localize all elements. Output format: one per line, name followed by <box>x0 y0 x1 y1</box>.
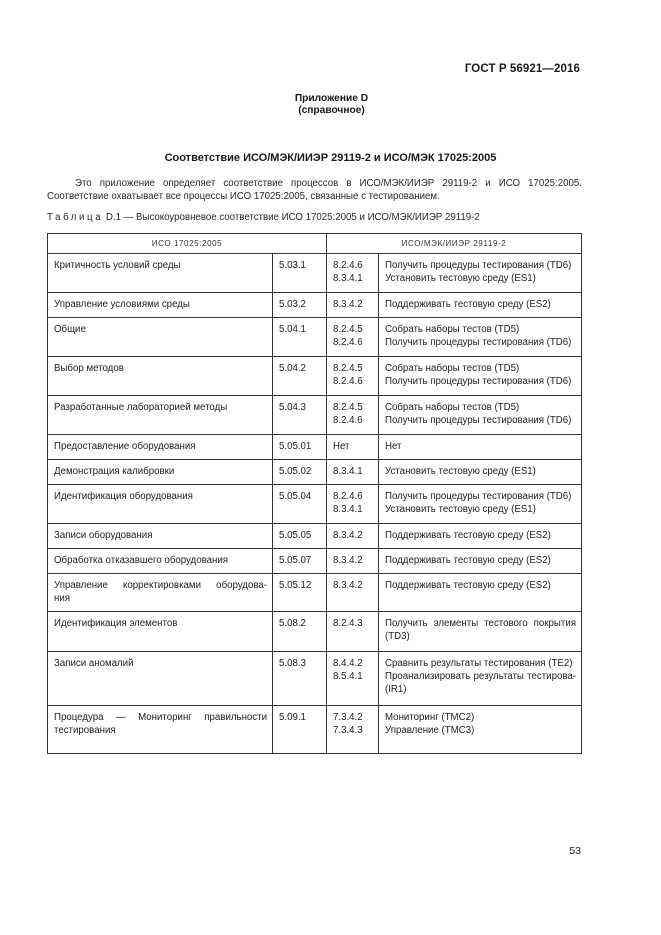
table-body <box>48 254 582 754</box>
section-heading: Соответствие ИСО/МЭК/ИИЭР 29119-2 и ИСО/МЭК 17025:2005 <box>164 152 497 164</box>
iso-code: 7.3.4.2 <box>333 712 363 723</box>
cell-iso-codes <box>327 549 379 574</box>
cell-iso-codes <box>327 706 379 754</box>
requirement-line: ния <box>54 593 71 604</box>
requirement-line: Управление корректировками оборудова- <box>54 580 267 591</box>
cell-processes <box>379 254 582 293</box>
cell-processes <box>379 706 582 754</box>
process-line: Проанализировать результаты тестирова- <box>385 671 576 682</box>
iso-code: 8.3.4.1 <box>333 273 363 284</box>
iso-code: 8.2.4.6 <box>333 491 363 502</box>
iso-code: 8.3.4.1 <box>333 504 363 515</box>
cell-requirement <box>48 254 273 293</box>
cell-processes <box>379 357 582 396</box>
correspondence-table <box>47 233 582 754</box>
requirement-text: Обработка отказавшего оборудования <box>54 555 229 566</box>
cell-requirement <box>48 318 273 357</box>
iso-code: 8.2.4.6 <box>333 415 363 426</box>
cell-iso-codes <box>327 524 379 549</box>
cell-iso-codes <box>327 485 379 524</box>
cell-requirement <box>48 460 273 485</box>
requirement-text: Демонстрация калибровки <box>54 466 175 477</box>
cell-requirement <box>48 485 273 524</box>
table-row <box>48 460 582 485</box>
table-caption <box>47 212 480 223</box>
annex-title: Приложение D <box>294 93 369 104</box>
process-item: Установить тестовую среду (ES1) <box>385 466 536 477</box>
process-item: Установить тестовую среду (ES1) <box>385 504 536 515</box>
iso-code: 8.2.4.6 <box>333 376 363 387</box>
process-item: Собрать наборы тестов (TD5) <box>385 402 520 413</box>
iso-code: 8.5.4.1 <box>333 671 363 682</box>
cell-iso-codes <box>327 612 379 652</box>
process-item: Поддерживать тестовую среду (ES2) <box>385 580 551 591</box>
table-row <box>48 652 582 706</box>
table-row <box>48 612 582 652</box>
iso-code: 8.3.4.2 <box>333 555 363 566</box>
process-item: Управление (TMC3) <box>385 725 475 736</box>
table-row <box>48 254 582 293</box>
cell-iso-codes <box>327 396 379 435</box>
cell-clause: 5.04.3 <box>273 396 327 435</box>
cell-clause: 5.05.04 <box>273 485 327 524</box>
cell-iso-codes <box>327 254 379 293</box>
requirement-line: тестирования <box>54 725 116 736</box>
cell-requirement <box>48 396 273 435</box>
process-item: Получить процедуры тестирования (TD6) <box>385 415 572 426</box>
cell-clause: 5.04.2 <box>273 357 327 396</box>
requirement-text: Управление условиями среды <box>54 299 190 310</box>
iso-code: 8.3.4.2 <box>333 530 363 541</box>
table-row <box>48 396 582 435</box>
cell-iso-codes <box>327 435 379 460</box>
annex-block <box>0 93 661 117</box>
cell-clause: 5.08.2 <box>273 612 327 652</box>
cell-iso-codes <box>327 652 379 706</box>
cell-clause: 5.03.2 <box>273 293 327 318</box>
cell-clause: 5.04.1 <box>273 318 327 357</box>
requirement-text: Идентификация оборудования <box>54 491 193 502</box>
cell-clause: 5.05.01 <box>273 435 327 460</box>
iso-code: 8.2.4.5 <box>333 363 363 374</box>
requirement-text: Выбор методов <box>54 363 124 374</box>
requirement-text: Разработанные лабораторией методы <box>54 402 228 413</box>
iso-code: 7.3.4.3 <box>333 725 363 736</box>
table-row <box>48 318 582 357</box>
cell-clause: 5.05.05 <box>273 524 327 549</box>
requirement-text: Предоставление оборудования <box>54 441 196 452</box>
cell-clause: 5.05.02 <box>273 460 327 485</box>
process-item: Мониторинг (TMC2) <box>385 712 475 723</box>
process-item: Получить процедуры тестирования (TD6) <box>385 376 572 387</box>
requirement-text: Записи оборудования <box>54 530 153 541</box>
cell-requirement <box>48 524 273 549</box>
process-item: Собрать наборы тестов (TD5) <box>385 363 520 374</box>
cell-clause: 5.09.1 <box>273 706 327 754</box>
cell-iso-codes <box>327 574 379 612</box>
cell-processes <box>379 435 582 460</box>
annex-subtitle: (справочное) <box>298 105 365 116</box>
requirement-line: Процедура — Мониторинг правильности <box>54 712 267 723</box>
process-item: Получить процедуры тестирования (TD6) <box>385 337 572 348</box>
cell-clause: 5.05.12 <box>273 574 327 612</box>
cell-requirement <box>48 612 273 652</box>
process-line: (IR1) <box>385 684 407 695</box>
process-line: Сравнить результаты тестирования (TE2) <box>385 658 573 669</box>
cell-requirement <box>48 435 273 460</box>
iso-code: 8.2.4.6 <box>333 337 363 348</box>
table-row <box>48 357 582 396</box>
process-item: Поддерживать тестовую среду (ES2) <box>385 555 551 566</box>
iso-code: 8.3.4.2 <box>333 580 363 591</box>
iso-code: 8.2.4.3 <box>333 618 363 629</box>
requirement-text: Записи аномалий <box>54 658 134 669</box>
requirement-text: Идентификация элементов <box>54 618 178 629</box>
cell-clause: 5.08.3 <box>273 652 327 706</box>
requirement-text: Общие <box>54 324 86 335</box>
cell-processes <box>379 652 582 706</box>
table-row <box>48 549 582 574</box>
cell-requirement <box>48 549 273 574</box>
table-row <box>48 574 582 612</box>
cell-clause: 5.05.07 <box>273 549 327 574</box>
intro-paragraph: Это приложение определяет соответствие процессов в ИСО/МЭК/ИИЭР 29119-2 и ИСО 17025:2005. Соответствие охватывает все процессы ИСО 17025:2005, связанные с тестированием. <box>47 178 582 202</box>
cell-iso-codes <box>327 318 379 357</box>
table-caption-prefix: Таблица <box>47 212 104 223</box>
cell-processes <box>379 574 582 612</box>
cell-requirement <box>48 574 273 612</box>
cell-requirement <box>48 652 273 706</box>
cell-processes <box>379 485 582 524</box>
iso-code: 8.4.4.2 <box>333 658 363 669</box>
cell-processes <box>379 293 582 318</box>
cell-processes <box>379 524 582 549</box>
cell-iso-codes <box>327 293 379 318</box>
requirement-text: Критичность условий среды <box>54 260 181 271</box>
header-iso17025: ИСО 17025:2005 <box>48 234 327 254</box>
iso-code: 8.2.4.5 <box>333 324 363 335</box>
iso-code: 8.3.4.1 <box>333 466 363 477</box>
cell-requirement <box>48 706 273 754</box>
cell-processes <box>379 612 582 652</box>
cell-iso-codes <box>327 460 379 485</box>
cell-requirement <box>48 293 273 318</box>
cell-processes <box>379 549 582 574</box>
table-row <box>48 485 582 524</box>
iso-code: 8.3.4.2 <box>333 299 363 310</box>
iso-code: 8.2.4.5 <box>333 402 363 413</box>
table-row <box>48 293 582 318</box>
cell-iso-codes <box>327 357 379 396</box>
process-item: Получить процедуры тестирования (TD6) <box>385 491 572 502</box>
cell-processes <box>379 460 582 485</box>
table-header-row <box>48 234 582 254</box>
cell-requirement <box>48 357 273 396</box>
iso-code: 8.2.4.6 <box>333 260 363 271</box>
process-item: Поддерживать тестовую среду (ES2) <box>385 299 551 310</box>
header-iso29119: ИСО/МЭК/ИИЭР 29119-2 <box>327 234 582 254</box>
table-caption-text: D.1 — Высокоуровневое соответствие ИСО 17025:2005 и ИСО/МЭК/ИИЭР 29119-2 <box>105 212 480 223</box>
cell-processes <box>379 318 582 357</box>
iso-code: Нет <box>333 441 350 452</box>
process-line: (TD3) <box>385 631 410 642</box>
standard-code: ГОСТ Р 56921—2016 <box>464 63 580 75</box>
table-row <box>48 435 582 460</box>
table-row <box>48 706 582 754</box>
cell-clause: 5.03.1 <box>273 254 327 293</box>
page-number: 53 <box>569 845 581 857</box>
process-item: Собрать наборы тестов (TD5) <box>385 324 520 335</box>
process-item: Получить процедуры тестирования (TD6) <box>385 260 572 271</box>
process-item: Поддерживать тестовую среду (ES2) <box>385 530 551 541</box>
process-item: Нет <box>385 441 402 452</box>
cell-processes <box>379 396 582 435</box>
process-line: Получить элементы тестового покрытия <box>385 618 576 629</box>
table-row <box>48 524 582 549</box>
process-item: Установить тестовую среду (ES1) <box>385 273 536 284</box>
